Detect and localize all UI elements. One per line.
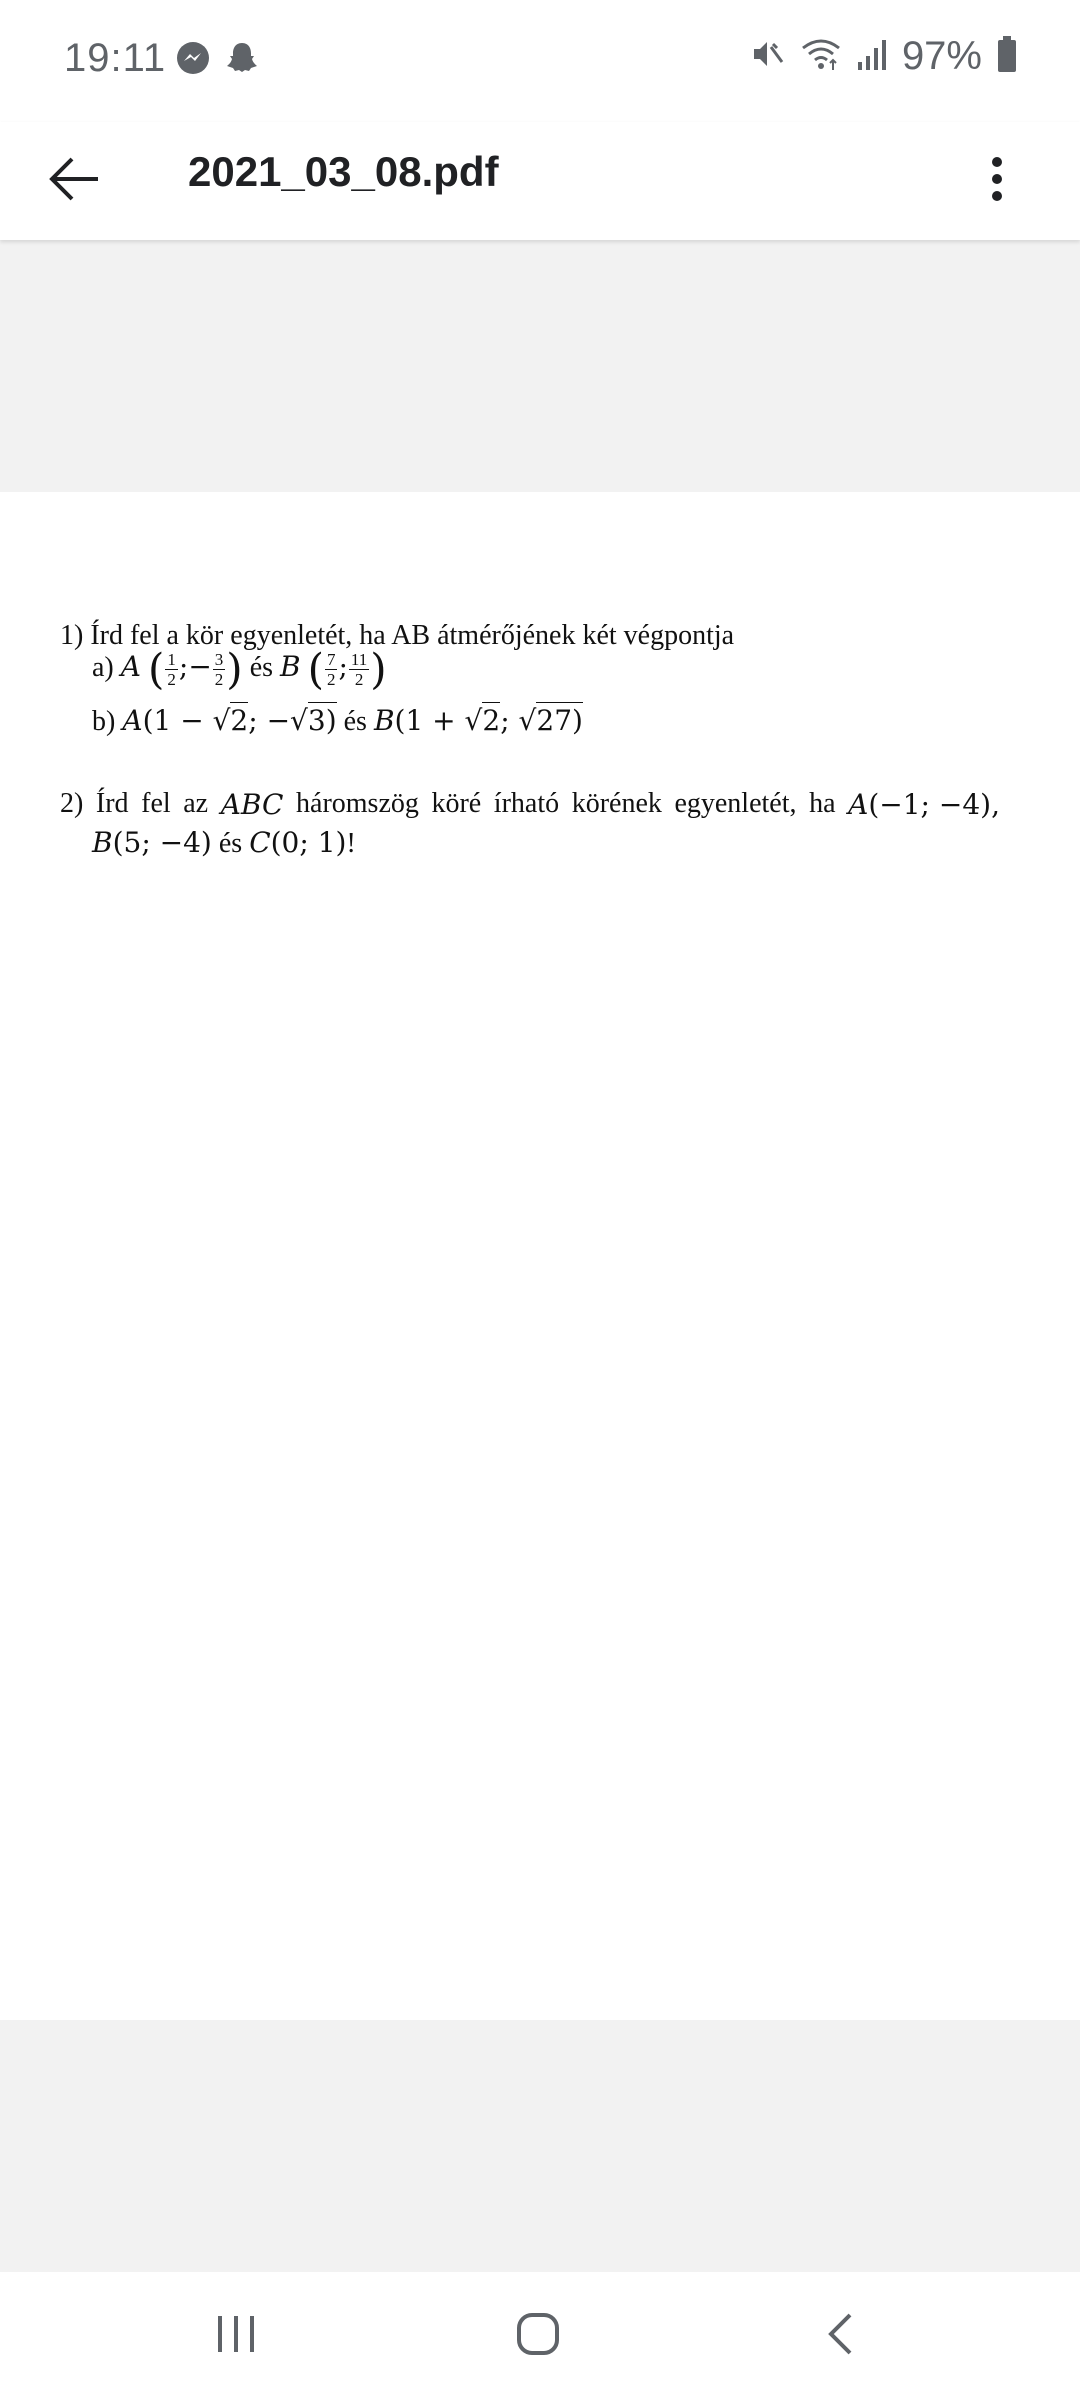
sqrt-sign: √ <box>212 704 231 737</box>
document-title: 2021_03_08.pdf <box>188 148 499 195</box>
q2-word: köré <box>431 788 482 819</box>
q2-b-coords: (5; −4) <box>112 826 212 859</box>
q2-c-coords: (0; 1) <box>270 826 347 859</box>
paren-close: ) <box>226 644 243 694</box>
q1a-by-den: 2 <box>354 670 364 690</box>
nav-back-button[interactable] <box>790 2292 890 2380</box>
q2-point-c: C <box>249 826 271 859</box>
question-1a <box>92 644 387 694</box>
q1b-label: b) <box>92 706 116 737</box>
semicolon: ; <box>178 650 189 683</box>
q1a-by-num: 11 <box>350 650 368 670</box>
q1a-ay-frac <box>213 650 226 689</box>
q1b-b-root1: 2 <box>482 704 501 737</box>
q1a-point-b: B <box>280 650 301 683</box>
q1a-ay-num: 3 <box>214 650 224 670</box>
q2-word: ha <box>809 788 836 819</box>
battery-percent: 97% <box>901 34 982 78</box>
q1b-a-root2: 3) <box>307 704 337 737</box>
q1b-a-part2: ; − <box>248 704 291 737</box>
signal-icon <box>856 36 888 77</box>
q1a-ay-den: 2 <box>214 670 224 690</box>
q1a-bx-frac <box>325 650 338 689</box>
back-button[interactable] <box>36 142 114 220</box>
q1a-ay-sign: − <box>188 650 212 683</box>
more-vert-icon <box>990 156 1004 207</box>
sqrt-sign: √ <box>464 704 483 737</box>
question-1-text: Írd fel a kör egyenletét, ha AB átmérőjének két végpontja <box>90 620 735 651</box>
notification-icons <box>176 40 260 81</box>
question-2-line-2 <box>92 826 356 860</box>
status-time: 19:11 <box>64 36 167 80</box>
arrow-back-icon <box>48 156 102 207</box>
q1b-point-a: A <box>122 704 143 737</box>
q2-word: az <box>183 788 209 819</box>
q1a-label: a) <box>92 652 114 683</box>
home-icon <box>515 2311 561 2362</box>
question-1b <box>92 704 583 738</box>
pdf-page <box>0 492 1080 2020</box>
more-options-button[interactable] <box>958 142 1036 220</box>
paren-open: ( <box>307 644 324 694</box>
q1a-bx-num: 7 <box>326 650 336 670</box>
status-right <box>750 34 1018 79</box>
sqrt-sign: √ <box>290 704 308 737</box>
home-button[interactable] <box>488 2292 588 2380</box>
q2-a-coords: (−1; −4), <box>868 788 1000 821</box>
q2-end: ! <box>346 828 356 859</box>
mute-icon <box>750 36 786 77</box>
q1a-bx-den: 2 <box>326 670 336 690</box>
snapchat-icon <box>224 40 260 81</box>
recents-button[interactable] <box>186 2292 286 2380</box>
q2-triangle-abc: ABC <box>220 788 284 821</box>
question-2-number: 2) <box>60 788 84 819</box>
sqrt-sign: √ <box>518 704 537 737</box>
q1b-b-part1: (1 + <box>394 704 465 737</box>
q2-word: írható <box>493 788 560 819</box>
q1a-ax-den: 2 <box>167 670 176 690</box>
q2-word: háromszög <box>296 788 419 819</box>
q2-word: egyenletét, <box>674 788 797 819</box>
back-icon <box>825 2311 855 2362</box>
semicolon: ; <box>338 650 348 683</box>
q1a-es: és <box>249 652 274 683</box>
recents-icon <box>214 2312 258 2361</box>
navigation-bar <box>0 2272 1080 2400</box>
q2-word: körének <box>571 788 662 819</box>
question-1-number: 1) <box>60 620 84 651</box>
pdf-viewer[interactable] <box>0 240 1080 2272</box>
question-2-line-1 <box>60 788 1000 822</box>
q2-point-a: A <box>848 788 869 821</box>
q1b-b-part2: ; <box>500 704 519 737</box>
q1b-a-root1: 2 <box>230 704 249 737</box>
q2-word: Írd <box>95 788 129 819</box>
wifi-icon <box>800 36 842 77</box>
messenger-icon <box>176 41 210 80</box>
q1a-ax-frac <box>165 650 178 689</box>
q2-es: és <box>218 828 243 859</box>
status-bar <box>0 0 1080 122</box>
q1b-es: és <box>343 706 367 737</box>
q1a-by-frac <box>349 650 369 689</box>
q1a-point-a: A <box>120 650 141 683</box>
paren-close: ) <box>370 644 387 694</box>
q2-point-b: B <box>92 826 113 859</box>
q1b-b-root2: 27) <box>536 704 583 737</box>
q1b-point-b: B <box>373 704 395 737</box>
app-bar <box>0 122 1080 240</box>
battery-icon <box>996 34 1018 79</box>
q2-word: fel <box>141 788 171 819</box>
paren-open: ( <box>148 644 165 694</box>
q1a-ax-num: 1 <box>167 650 176 670</box>
q1b-a-part1: (1 − <box>142 704 213 737</box>
q2-point-a-group <box>848 788 1000 822</box>
